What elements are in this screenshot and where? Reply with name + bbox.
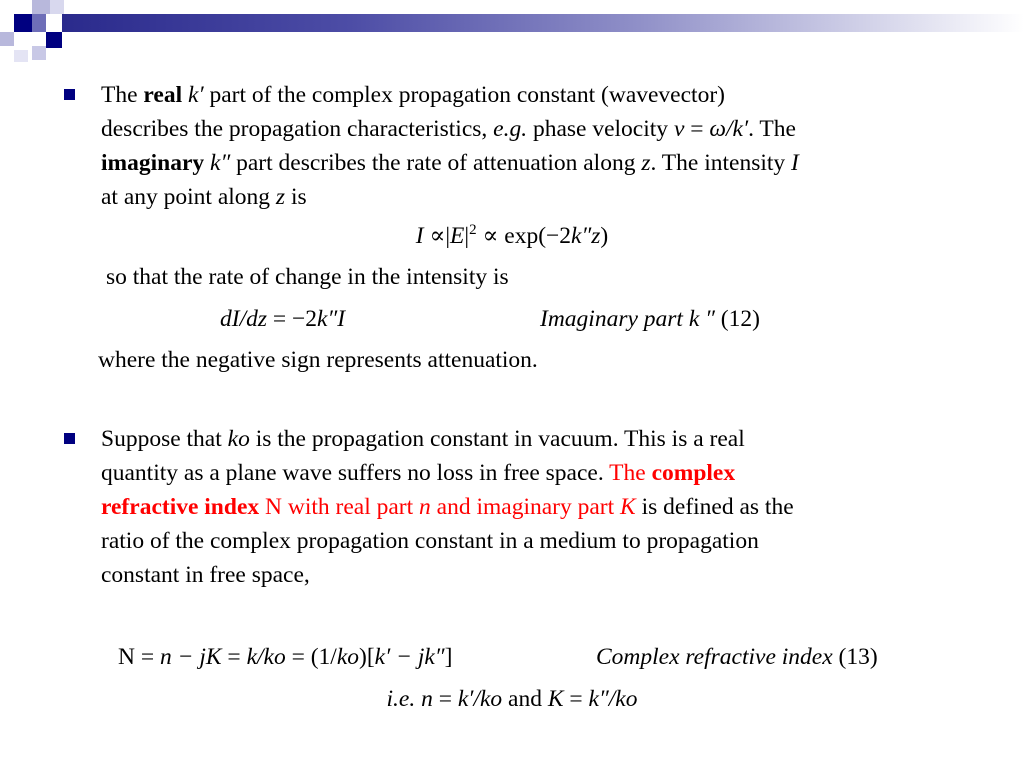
bullet2-line3: refractive index N with real part n and imaginary part K is defined as the <box>101 494 794 520</box>
bullet1-line6: where the negative sign represents attenuation. <box>98 347 538 373</box>
bullet1-line2: describes the propagation characteristics, e.g. phase velocity v = ω/k′. The <box>101 116 796 142</box>
bullet-marker <box>64 433 75 444</box>
bullet2-line2: quantity as a plane wave suffers no loss in free space. The complex <box>101 460 736 486</box>
bullet-marker <box>64 89 75 100</box>
bullet1-line1: The real k′ part of the complex propagation constant (wavevector) <box>101 82 725 108</box>
bullet2-line1: Suppose that ko is the propagation constant in vacuum. This is a real <box>101 426 745 452</box>
bullet2-line4: ratio of the complex propagation constant in a medium to propagation <box>101 528 759 554</box>
bullet2-line5: constant in free space, <box>101 562 310 588</box>
equation-13-label: Complex refractive index (13) <box>596 644 878 670</box>
equation-ie: i.e. n = k′/ko and K = k″/ko <box>386 686 638 712</box>
equation-intensity: $I \propto|E|^2 \propto \exp(-2k''z)$ <box>415 222 609 249</box>
bullet1-line5: so that the rate of change in the intensity is <box>106 264 509 290</box>
bullet1-line3: imaginary k″ part describes the rate of attenuation along z. The intensity I <box>101 150 799 176</box>
equation-12-label: Imaginary part k ″ (12) <box>540 306 760 332</box>
equation-13: N = n − jK = k/ko = (1/ko)[k′ − jk″] <box>118 644 453 670</box>
equation-12: dI/dz = −2k″I <box>220 306 346 332</box>
bullet1-line4: at any point along z is <box>101 184 307 210</box>
